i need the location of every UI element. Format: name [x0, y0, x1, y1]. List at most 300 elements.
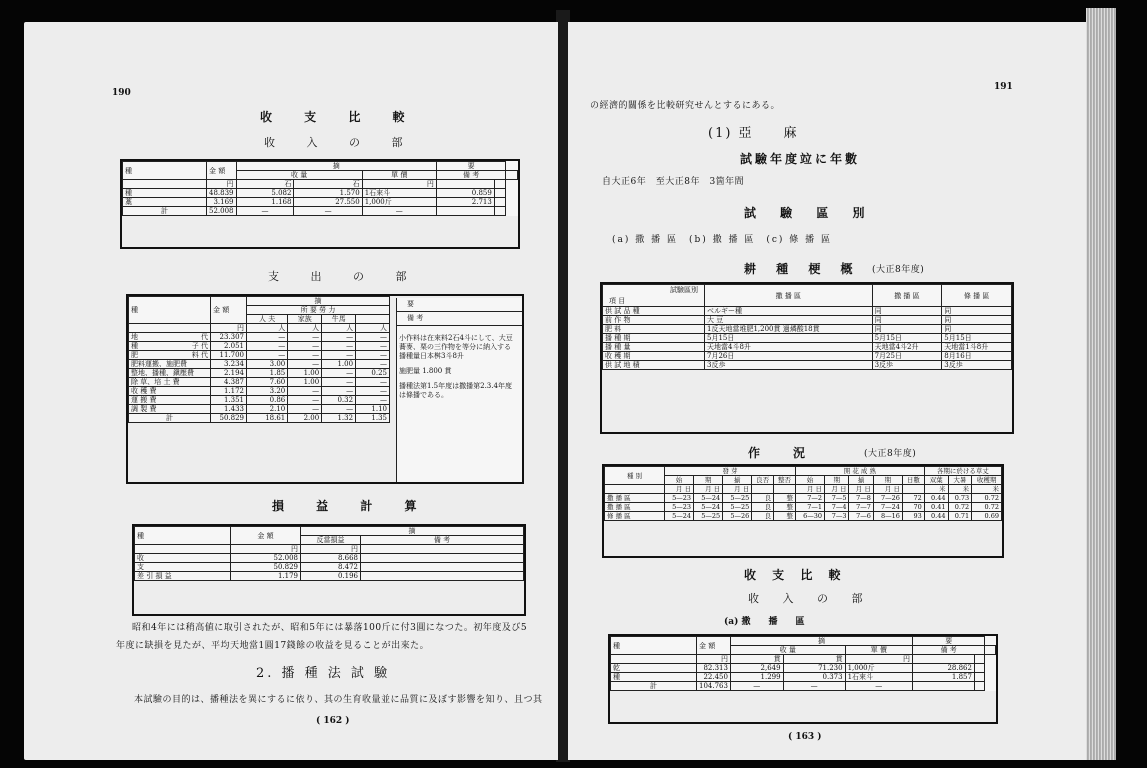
table-row: [129, 369, 390, 378]
cell: —: [247, 351, 288, 360]
income-table: [122, 161, 518, 216]
cell-label: 子 代: [191, 342, 208, 350]
corner-top: 試驗區別: [670, 286, 698, 294]
growth-table: [604, 466, 1002, 521]
cell-label: 料 代: [191, 351, 208, 359]
cell: 播 種 量: [603, 343, 705, 352]
table-row: [605, 503, 1002, 512]
cell: —: [322, 333, 356, 342]
col-header: 單 價: [362, 171, 436, 180]
expense-notes-column: [396, 298, 522, 482]
unit: 円: [231, 545, 301, 554]
cell: —: [356, 360, 390, 369]
col-header: 要: [407, 300, 414, 308]
cell: 收: [135, 554, 231, 563]
cell: —: [322, 378, 356, 387]
cell: 50.829: [231, 563, 301, 572]
unit: 円: [207, 180, 237, 189]
expense-notes: [397, 326, 522, 400]
cell: 5—23: [665, 494, 694, 503]
cell: [129, 342, 211, 351]
cell: 大 豆: [705, 316, 873, 325]
cell: 7.60: [247, 378, 288, 387]
cell: 1.00: [322, 360, 356, 369]
cell: —: [356, 396, 390, 405]
notes-header: [397, 298, 522, 312]
cell: 6—30: [795, 512, 824, 521]
note-line: 蕎麥、栗の三作物を等分に納入する: [399, 343, 511, 351]
cell-label: 地: [131, 333, 138, 341]
table-row: [603, 316, 1012, 325]
unit: 円: [211, 324, 247, 333]
cell: 5—25: [694, 512, 723, 521]
cell: 1.00: [288, 369, 322, 378]
cell: —: [356, 342, 390, 351]
col-header: 撒 播 區: [872, 285, 942, 307]
table-row: [603, 361, 1012, 370]
cell: 整: [774, 512, 796, 521]
cell: 48.839: [207, 189, 237, 198]
cell: 1.85: [247, 369, 288, 378]
cell: 3.00: [247, 360, 288, 369]
growth-year: (大正8年度): [864, 449, 917, 459]
cell: 肥料運搬、施肥費: [129, 360, 211, 369]
cell: 乾: [611, 664, 697, 673]
cell: 4.387: [211, 378, 247, 387]
cell: 供 試 品 種: [603, 307, 705, 316]
table-row: [123, 198, 518, 207]
col-header: 發 芽: [665, 467, 796, 476]
cell: 前 作 物: [603, 316, 705, 325]
cell: 1石來斗: [362, 189, 436, 198]
cell: 5—24: [665, 512, 694, 521]
note-line: 施肥量 1.800 貫: [399, 367, 452, 375]
cell: 1.00: [288, 378, 322, 387]
cell: 5—24: [694, 494, 723, 503]
cell: 播 種 期: [603, 334, 705, 343]
cell: 良: [752, 512, 774, 521]
col-header: 金 額: [231, 527, 301, 545]
cell: 93: [902, 512, 924, 521]
cell: 3反歩: [872, 361, 942, 370]
table-row: [129, 333, 390, 342]
cell: 種: [123, 189, 207, 198]
col-header: 期: [825, 476, 849, 485]
continuation-text: の經濟的關係を比較研究せんとするにある。: [590, 101, 781, 111]
table-row: [605, 512, 1002, 521]
table-row: [605, 494, 1002, 503]
cell: 1.172: [211, 387, 247, 396]
income-expense-heading: 收 支 比 較: [744, 568, 847, 582]
cell: 5—25: [723, 494, 752, 503]
cell: 5月15日: [872, 334, 942, 343]
left-page: [24, 22, 558, 760]
unit: 石: [236, 180, 294, 189]
col-header: 摘: [301, 527, 524, 536]
corner-cell: [603, 285, 705, 307]
unit: 米: [924, 485, 948, 494]
income-section-title: 收 入 の 部: [264, 136, 417, 149]
col-header: 良否: [752, 476, 774, 485]
cell: 運 搬 費: [129, 396, 211, 405]
page-number-left: 190: [112, 88, 131, 98]
cell: 1.35: [356, 414, 390, 423]
col-header: 備 考: [912, 646, 985, 655]
unit: [605, 485, 665, 494]
cell: —: [288, 405, 322, 414]
cell: 5—24: [694, 503, 723, 512]
col-header: 牛馬: [322, 315, 356, 324]
unit: 月 日: [723, 485, 752, 494]
unit: 月 日: [825, 485, 849, 494]
unit: 円: [362, 180, 436, 189]
cell: 7—2: [795, 494, 824, 503]
cell: 7—26: [873, 494, 902, 503]
cell: —: [322, 387, 356, 396]
profit-section-title: 損 益 計 算: [272, 499, 431, 513]
cell: 2.194: [211, 369, 247, 378]
unit: 貫: [730, 655, 783, 664]
table-row: [129, 351, 390, 360]
col-header: 家族: [288, 315, 322, 324]
cell: 7—3: [825, 512, 849, 521]
note-line: 播種量日本桝3斗8升: [399, 352, 464, 360]
cell: 3.20: [247, 387, 288, 396]
years-text: 自大正6年 至大正8年 3箇年間: [602, 177, 745, 187]
cell: 1.570: [294, 189, 362, 198]
table-row: [603, 352, 1012, 361]
table-row: [129, 414, 390, 423]
note-line: 播種法第1.5年度は撒播第2.3.4年度: [399, 382, 512, 390]
cell: 8—16: [873, 512, 902, 521]
col-header: 揃: [849, 476, 873, 485]
cell-label: 肥: [131, 351, 138, 359]
col-header: 撒 播 區: [705, 285, 873, 307]
unit: 月 日: [873, 485, 902, 494]
table-row: [135, 554, 524, 563]
cell: 支: [135, 563, 231, 572]
cell: 計: [123, 207, 207, 216]
right-page: [568, 22, 1086, 760]
cell: 27.550: [294, 198, 362, 207]
unit: 月 日: [665, 485, 694, 494]
unit: 月 日: [795, 485, 824, 494]
cell: 整: [774, 503, 796, 512]
cell: 2,649: [730, 664, 783, 673]
table-row: [123, 207, 518, 216]
col-header: 摘: [247, 297, 390, 306]
cell-label: 代: [201, 333, 208, 341]
col-header: 日數: [902, 476, 924, 485]
cell: 收 穫 期: [603, 352, 705, 361]
col-header: 單 價: [845, 646, 912, 655]
outline-heading: 耕 種 梗 概: [744, 262, 861, 276]
cell: 天地當4斗8升: [705, 343, 873, 352]
col-header: 金 額: [207, 162, 237, 180]
col-header: 備 考: [436, 171, 506, 180]
cell: —: [322, 342, 356, 351]
cell: 5—23: [665, 503, 694, 512]
col-header: 金 額: [697, 637, 731, 655]
cell: —: [356, 387, 390, 396]
cell: 5.082: [236, 189, 294, 198]
col-header: 摘: [730, 637, 912, 646]
cell: —: [294, 207, 362, 216]
cell: —: [845, 682, 912, 691]
cell: —: [356, 351, 390, 360]
cell: 0.373: [783, 673, 845, 682]
expense-section-title: 支 出 の 部: [268, 270, 421, 283]
page-footer-left: ( 162 ): [316, 716, 350, 726]
cell: 0.86: [247, 396, 288, 405]
table-row: [603, 334, 1012, 343]
cell: —: [322, 369, 356, 378]
cell: 1.32: [322, 414, 356, 423]
plots-text: (a) 撒 播 區 (b) 撒 播 區 (c) 條 播 區: [612, 235, 832, 245]
cell: 7—6: [849, 512, 873, 521]
cell: 同: [872, 307, 942, 316]
outline-year: (大正8年度): [872, 265, 925, 275]
section-heading: 2. 播 種 法 試 驗: [256, 666, 391, 681]
cell: 0.859: [436, 189, 494, 198]
col-header: 收 量: [730, 646, 845, 655]
cell: 3.234: [211, 360, 247, 369]
col-header: 種 別: [605, 467, 665, 485]
col-header: 收穫期: [972, 476, 1002, 485]
col-header: 双葉: [924, 476, 948, 485]
paragraph-line: 昭和4年には稍高値に取引されたが、昭和5年には暴落100斤に付3圓になつた。初年度及び5: [132, 623, 528, 633]
cell: —: [288, 351, 322, 360]
plots-heading: 試 驗 區 別: [744, 206, 875, 220]
cell: 0.71: [948, 512, 972, 521]
cell: 良: [752, 503, 774, 512]
cell: —: [288, 342, 322, 351]
col-header: 人 夫: [247, 315, 288, 324]
cell: 71.230: [783, 664, 845, 673]
unit: 石: [294, 180, 362, 189]
cell: 天地當4斗2升: [872, 343, 942, 352]
cell: —: [730, 682, 783, 691]
cell: —: [288, 387, 322, 396]
cell: 2.051: [211, 342, 247, 351]
table-row: [611, 664, 996, 673]
plot-a-heading: (a) 撒 播 區: [724, 617, 805, 627]
cell: —: [288, 396, 322, 405]
unit: 人: [288, 324, 322, 333]
table-row: [611, 673, 996, 682]
cell: 0.72: [948, 503, 972, 512]
table-row: [129, 387, 390, 396]
cell: —: [783, 682, 845, 691]
cell: 8.472: [301, 563, 361, 572]
outline-table: [602, 284, 1012, 370]
cell: 1.857: [912, 673, 974, 682]
unit: 米: [972, 485, 1002, 494]
unit: [774, 485, 796, 494]
col-header: 期: [694, 476, 723, 485]
cell: 撒 播 區: [605, 503, 665, 512]
unit: 月 日: [849, 485, 873, 494]
unit: [902, 485, 924, 494]
cell: 1.179: [231, 572, 301, 581]
col-header: 種: [135, 527, 231, 545]
cell: 1.351: [211, 396, 247, 405]
cell: 除 草、培 土 費: [129, 378, 211, 387]
profit-table: [134, 526, 524, 581]
col-header: 整否: [774, 476, 796, 485]
income-heading: 收 入 の 部: [748, 592, 873, 605]
col-header: 種: [129, 297, 211, 324]
cell: 同: [942, 316, 1012, 325]
col-header: 大暑: [948, 476, 972, 485]
unit: 円: [697, 655, 731, 664]
col-header: 摘: [236, 162, 436, 171]
cell: 同: [942, 307, 1012, 316]
corner-bottom: 項 目: [609, 297, 626, 305]
cell: 0.32: [322, 396, 356, 405]
cell: 7月25日: [872, 352, 942, 361]
cell: 0.69: [972, 512, 1002, 521]
col-header: [356, 315, 390, 324]
cell: 條 播 區: [605, 512, 665, 521]
cell: 1.433: [211, 405, 247, 414]
cell: —: [247, 342, 288, 351]
cell: —: [362, 207, 436, 216]
table-row: [135, 572, 524, 581]
cell: 同: [942, 325, 1012, 334]
table-row: [603, 343, 1012, 352]
col-header: 開 花 成 熟: [795, 467, 924, 476]
col-header: 始: [665, 476, 694, 485]
col-header: 要: [436, 162, 506, 171]
cell: 1反天地當堆肥1,200貫 過燐酸18貫: [705, 325, 873, 334]
table-row: [129, 342, 390, 351]
cell: 7月26日: [705, 352, 873, 361]
cell: 22.450: [697, 673, 731, 682]
table-row: [129, 378, 390, 387]
cell: 0.72: [972, 494, 1002, 503]
cell: 7—5: [825, 494, 849, 503]
col-header: 揃: [723, 476, 752, 485]
cell: 18.61: [247, 414, 288, 423]
cell: 5—26: [723, 512, 752, 521]
paragraph-line: 本試驗の目的は、播種法を異にするに依り、其の生育收量並に品質に及ぼす影響を知り、且つ其: [134, 695, 543, 705]
cell: 整: [774, 494, 796, 503]
col-header: 各期に於ける草丈: [924, 467, 1001, 476]
cell: 72: [902, 494, 924, 503]
cell: 11.700: [211, 351, 247, 360]
right-income-table: [610, 636, 996, 691]
cell: —: [236, 207, 294, 216]
years-heading: 試驗年度竝に年數: [740, 152, 861, 166]
cell: 調 製 費: [129, 405, 211, 414]
cell: 計: [129, 414, 211, 423]
cell: 0.44: [924, 494, 948, 503]
title-income-expense: 收 支 比 較: [260, 110, 419, 124]
cell: 供 試 地 積: [603, 361, 705, 370]
cell: 7—4: [825, 503, 849, 512]
page-footer-right: ( 163 ): [788, 732, 822, 742]
cell: 3反歩: [942, 361, 1012, 370]
cell: [129, 351, 211, 360]
cell: 5月15日: [942, 334, 1012, 343]
col-header: 種: [123, 162, 207, 180]
table-row: [123, 189, 518, 198]
cell: 82.313: [697, 664, 731, 673]
crop-heading: (1) 亞 麻: [708, 126, 799, 141]
cell: 藁: [123, 198, 207, 207]
cell: 0.25: [356, 369, 390, 378]
col-header: 要: [912, 637, 985, 646]
cell: —: [322, 351, 356, 360]
cell: [129, 333, 211, 342]
cell: ベルギー種: [705, 307, 873, 316]
col-header: 金 額: [211, 297, 247, 324]
cell: 0.44: [924, 512, 948, 521]
cell: 1.10: [356, 405, 390, 414]
table-row: [129, 405, 390, 414]
cell: 70: [902, 503, 924, 512]
page-edges: [1086, 8, 1116, 760]
cell: 同: [872, 316, 942, 325]
cell: 天地當1斗8升: [942, 343, 1012, 352]
cell: 7—8: [849, 494, 873, 503]
cell: 差 引 損 益: [135, 572, 231, 581]
table-row: [129, 396, 390, 405]
cell: —: [356, 333, 390, 342]
cell: 8月16日: [942, 352, 1012, 361]
cell: 肥 料: [603, 325, 705, 334]
cell: 0.196: [301, 572, 361, 581]
unit: 人: [356, 324, 390, 333]
col-header: 種: [611, 637, 697, 655]
cell: 7—7: [849, 503, 873, 512]
cell: 2.00: [288, 414, 322, 423]
page-number-right: 191: [994, 82, 1013, 92]
cell: 52.008: [231, 554, 301, 563]
cell: —: [356, 378, 390, 387]
unit: 人: [247, 324, 288, 333]
cell: 3反歩: [705, 361, 873, 370]
cell: 1.299: [730, 673, 783, 682]
note-line: は條播である。: [399, 391, 448, 399]
cell: 良: [752, 494, 774, 503]
col-header: 始: [795, 476, 824, 485]
col-header: 反當損益: [301, 536, 361, 545]
growth-heading: 作 況: [748, 446, 809, 460]
cell-label: 種: [131, 342, 138, 350]
cell: 同: [872, 325, 942, 334]
table-row: [611, 682, 996, 691]
cell: 52.008: [207, 207, 237, 216]
cell: 50.829: [211, 414, 247, 423]
unit: 人: [322, 324, 356, 333]
cell: —: [322, 405, 356, 414]
cell: 104.763: [697, 682, 731, 691]
col-header: 條 播 區: [942, 285, 1012, 307]
col-header: 備 考: [397, 312, 522, 326]
table-row: [129, 360, 390, 369]
expense-table: [128, 296, 390, 423]
cell: 8.668: [301, 554, 361, 563]
cell: —: [288, 360, 322, 369]
cell: 計: [611, 682, 697, 691]
note-line: 小作料は在來料2石4斗にして、大豆: [399, 334, 513, 342]
col-header: 所 要 勞 力: [247, 306, 390, 315]
unit: 円: [845, 655, 912, 664]
table-row: [603, 307, 1012, 316]
unit: 円: [301, 545, 361, 554]
